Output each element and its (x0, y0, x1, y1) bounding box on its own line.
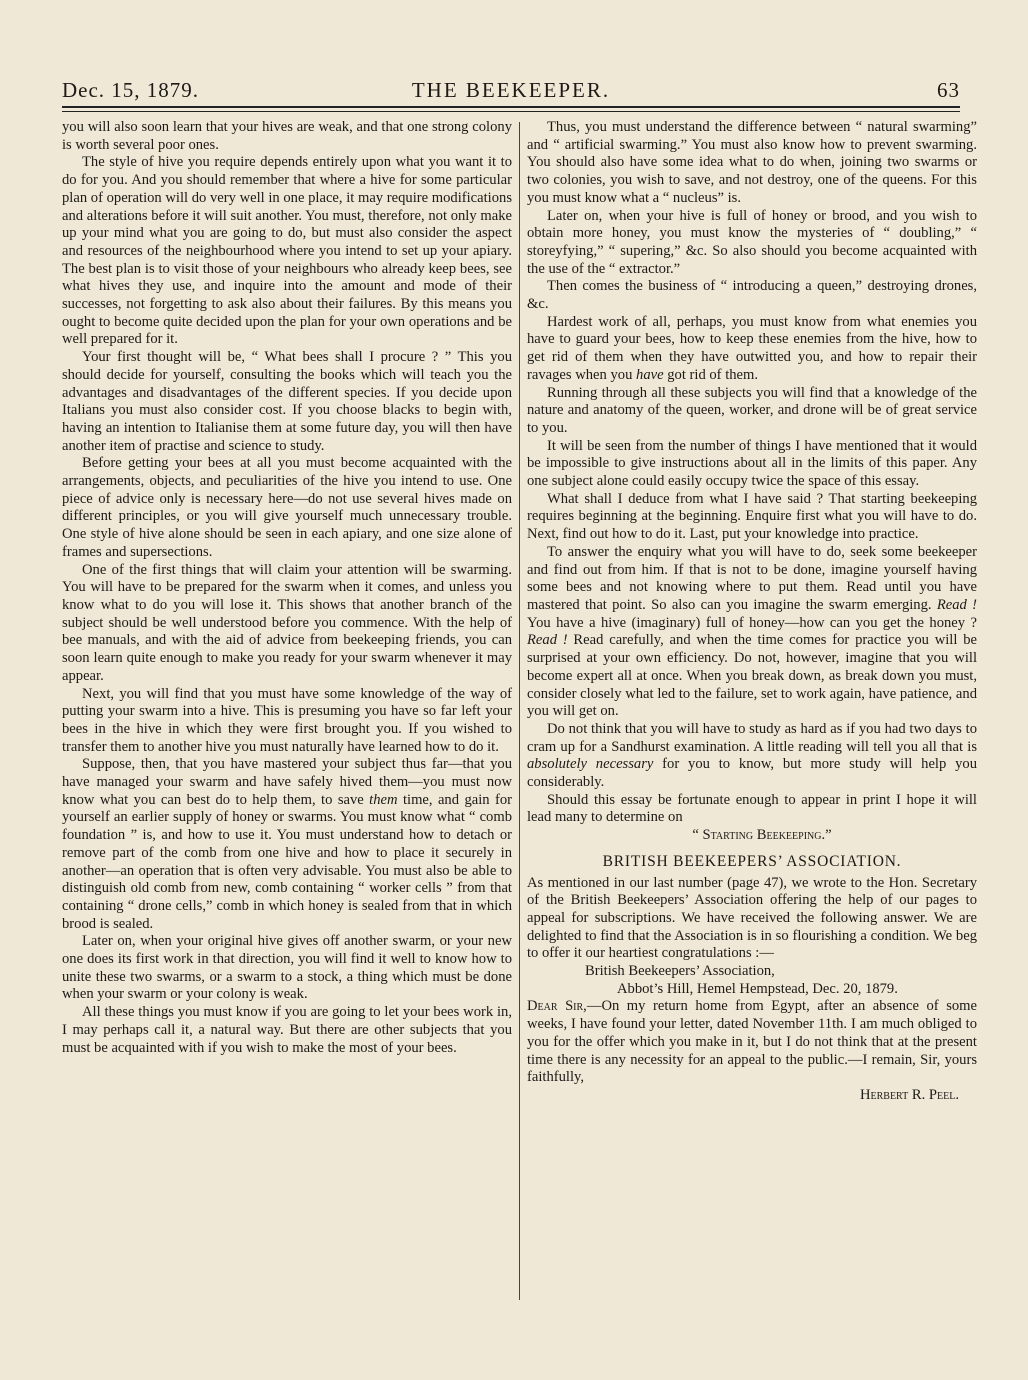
section-heading: BRITISH BEEKEEPERS’ ASSOCIATION. (602, 852, 902, 870)
letter-address-line: Abbot’s Hill, Hemel Hempstead, Dec. 20, 1879. (617, 980, 898, 997)
paragraph (527, 544, 977, 721)
paragraph: Then comes the business of “ introducing a queen,” destroying drones, &c. (527, 278, 977, 313)
paragraph (527, 314, 977, 385)
letter-address-line: British Beekeepers’ Association, (585, 963, 775, 980)
paragraph: Running through all these subjects you will find that a knowledge of the nature and anatomy of the queen, worker, and drone will be of great service to you. (527, 384, 977, 436)
text-run: Suppose, then, that you have mastered your subject thus far—that you have managed your swarm and have safely hived them—you must now know what you can best do to help them, to save (62, 756, 512, 808)
paragraph: Your first thought will be, “ What bees shall I procure ? ” This you should decide for yourself, consulting the books which will teach you the advantages and disadvantages of the different species. If you decide upon Italians you must also consider cost. If you choose blacks to begin with, having an intention to Italianise them at some future day, you will then have another item of practise and science to study. (62, 349, 512, 454)
emphasis: Read ! (527, 632, 568, 649)
essay-signature: “ Starting Beekeeping.” (692, 827, 832, 844)
letter-salutation: Dear Sir, (527, 998, 587, 1015)
paragraph: Should this essay be fortunate enough to appear in print I hope it will lead many to determine on (527, 791, 977, 826)
text-run: Read carefully, and when the time comes for practice you will be surprised at your own efficiency. Do not, however, imagine that you will become expert all at once. When you break down, as break down you must, consider closely what led to the failure, set to work again, have patience, and you will get on. (527, 632, 977, 720)
issue-date: Dec. 15, 1879. (62, 78, 200, 102)
text-run: Do not think that you will have to study as hard as if you had two days to cram up for a Sandhurst examination. A little reading will tell you all that is (527, 720, 977, 755)
paragraph: you will also soon learn that your hives are weak, and that one strong colony is worth several poor ones. (62, 119, 512, 153)
paragraph: One of the first things that will claim your attention will be swarming. You will have to be prepared for the swarm when it comes, and unless you know what to do you will lose it. This shows that another branch of the subject should be well understood before you commence. With the help of bee manuals, and with the aid of advice from beekeeping friends, you can soon learn quite enough to make you ready for your swarm whenever it may appear. (62, 561, 512, 684)
emphasis: Read ! (936, 596, 977, 613)
paragraph: As mentioned in our last number (page 47), we wrote to the Hon. Secretary of the British Beekeepers’ Association offering the help of our pages to appeal for subscriptions. We have received the following answer. We are delighted to find that the Association is in so flourishing a condition. We beg to offer it our heartiest congratulations :— (527, 874, 977, 962)
header-rule-thin (62, 111, 960, 112)
letter-body (527, 998, 977, 1087)
emphasis: them (369, 791, 398, 808)
text-run: time, and gain for yourself an earlier supply of honey or swarms. You must know what “ comb foundation ” is, and how to use it. You must understand how to detach or remove part of the comb from one hive and how to place it securely in another—an operation that is often very advisable. You must also be able to distinguish old comb from new, comb containing “ worker cells ” from that containing “ drone cells,” comb in which honey is sealed from that in which brood is sealed. (62, 791, 512, 932)
right-column (527, 119, 977, 1105)
text-run: for you to know, but more study will help you considerably. (527, 756, 977, 791)
paragraph: Later on, when your hive is full of honey or brood, and you wish to obtain more honey, you must know the mysteries of “ doubling,” “ storeyfying,” “ supering,” &c. So also should you become acquainted with the use of the “ extractor.” (527, 207, 977, 277)
text-run: To answer the enquiry what you will have to do, seek some beekeeper and find out from him. If that is not to be done, imagine yourself having some bees and not knowing where to put them. Read until you have mastered that point. So also can you imagine the swarm emerging. (527, 543, 977, 613)
header-rule-thick (62, 106, 960, 108)
paragraph: What shall I deduce from what I have said ? That starting beekeeping requires beginning at the beginning. Enquire first what you will have to do. Next, find out how to do it. Last, put your knowledge into practice. (527, 490, 977, 543)
paragraph: Later on, when your original hive gives off another swarm, or your new one does its first work in that direction, you will find it well to know how to unite these two swarms, or a swarm to a stock, a thing which must be done when your swarm or your colony is weak. (62, 933, 512, 1003)
emphasis: absolutely necessary (527, 756, 654, 773)
left-column (62, 119, 512, 1057)
page-header (62, 78, 960, 104)
paragraph: Thus, you must understand the difference between “ natural swarming” and “ artificial swarming.” You must also know how to prevent swarming. You should also have some idea what to do when, joining two swarms or two colonies, you wish to save, and not destroy, one of the queens. For this you must know what a “ nucleus” is. (527, 119, 977, 206)
paragraph: The style of hive you require depends entirely upon what you want it to do for you. And you should remember that where a hive for some particular plan of operation will do very well in one place, it may require modifications and alterations before it will suit another. You must, therefore, not only make up your mind what you are going to do, but must also consider the aspect and resources of the neighbourhood where you intend to set up your apiary. The best plan is to visit those of your neighbours who already keep bees, see what hives they use, and inquire into the amount and mode of their successes, not forgetting to ask also about their failures. By this means you ought to become quite decided upon the plan for your own operations and be well prepared for it. (62, 154, 512, 348)
paragraph (62, 756, 512, 933)
emphasis: have (636, 366, 664, 383)
paragraph: Next, you will find that you must have some knowledge of the way of putting your swarm into a hive. This is presuming you have so far left your bees in the hive in which they were first brought you. If you wished to transfer them to another hive you must naturally have learned how to do it. (62, 685, 512, 755)
column-divider (519, 122, 520, 1300)
publication-title: THE BEEKEEPER. (411, 78, 611, 102)
text-run: —On my return home from Egypt, after an absence of some weeks, I have found your letter, dated November 11th. I am much obliged to you for the offer which you make in it, but I do not think that at the present time there is any necessity for an appeal to the public.—I remain, Sir, yours faithfully, (527, 998, 978, 1086)
page-number: 63 (937, 78, 960, 102)
paragraph (527, 721, 977, 792)
text-run: You have a hive (imaginary) full of honey—how can you get the honey ? (527, 614, 977, 631)
paragraph: All these things you must know if you are going to let your bees work in, I may perhaps call it, a natural way. But there are other subjects that you must be acquainted with if you wish to make the most of your bees. (62, 1004, 512, 1056)
letter-signoff: Herbert R. Peel. (859, 1086, 959, 1103)
text-run: got rid of them. (663, 366, 759, 383)
text-run: Hardest work of all, perhaps, you must know from what enemies you have to guard your bees, how to keep these enemies from the hive, how to get rid of them when they have outwitted you, and how to repair their ravages when you (527, 313, 977, 383)
paragraph: Before getting your bees at all you must become acquainted with the arrangements, objects, and peculiarities of the hive you intend to use. One piece of advice only is necessary here—do not use several hives made on different principles, or you will give yourself much unnecessary trouble. One style of hive alone should be seen in each apiary, and one size alone of frames and supersections. (62, 455, 512, 560)
paragraph: It will be seen from the number of things I have mentioned that it would be impossible to give instructions about all in the limits of this paper. Any one subject alone could easily occupy twice the space of this essay. (527, 437, 977, 490)
